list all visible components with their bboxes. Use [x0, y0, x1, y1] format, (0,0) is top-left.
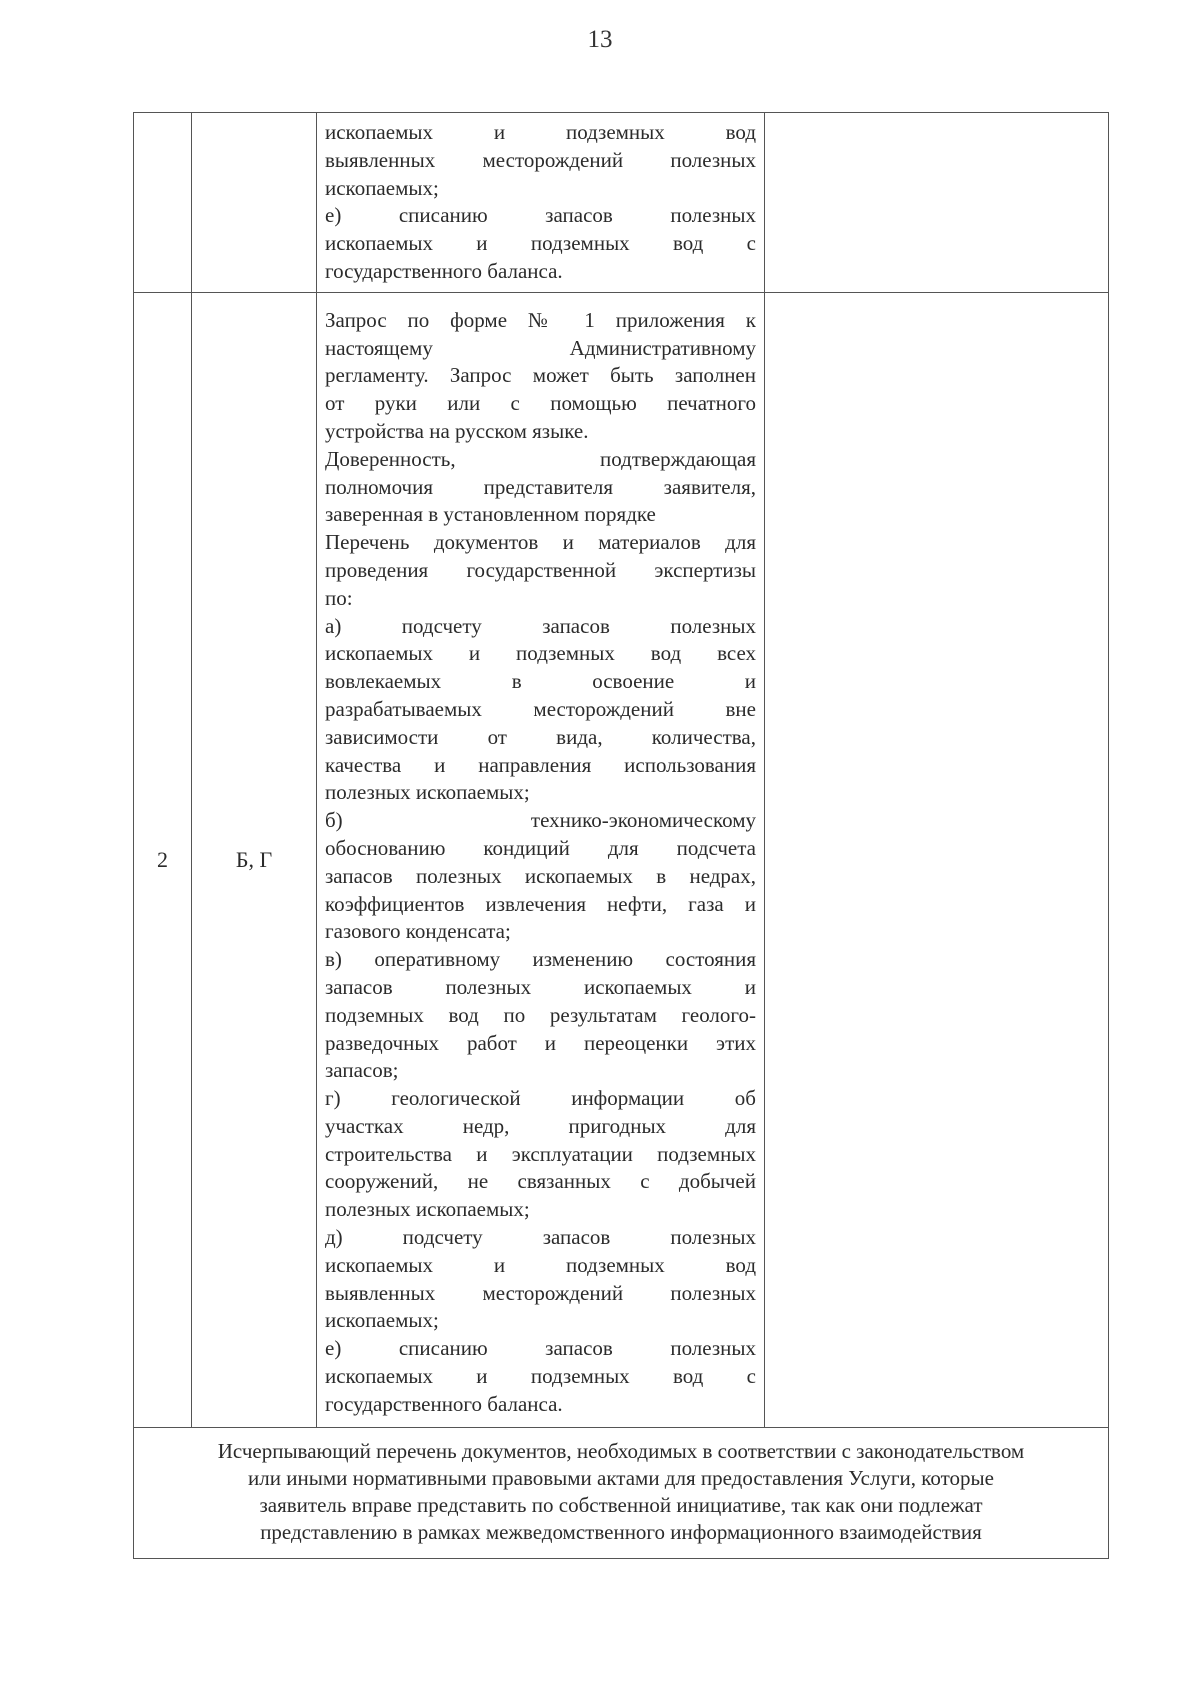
cell-row-number: 2	[134, 292, 192, 1427]
text-line: от руки или с помощью печатного	[325, 391, 756, 416]
text-line: б) технико-экономическому	[325, 808, 756, 833]
text-line: ископаемых и подземных вод всех	[325, 641, 756, 666]
text-line: вовлекаемых в освоение и	[325, 669, 756, 694]
text-line: запасов;	[325, 1058, 399, 1083]
text-line: устройства на русском языке.	[325, 418, 589, 443]
documents-text	[317, 293, 764, 1427]
table-row-continued	[134, 113, 1109, 293]
text-line: е) списанию запасов полезных	[325, 203, 756, 228]
text-line: строительства и эксплуатации подземных	[325, 1141, 756, 1166]
text-line: разведочных работ и переоценки этих	[325, 1030, 756, 1055]
text-line: Запрос по форме № 1 приложения к	[325, 307, 756, 332]
text-line: регламенту. Запрос может быть заполнен	[325, 363, 756, 388]
document-table	[133, 112, 1109, 1559]
text-line: коэффициентов извлечения нефти, газа и	[325, 891, 756, 916]
cell-documents-continued	[317, 113, 765, 293]
text-line: е) списанию запасов полезных	[325, 1336, 756, 1361]
continued-text	[317, 113, 764, 292]
text-line: ископаемых и подземных вод с	[325, 1364, 756, 1389]
text-line: настоящему Административному	[325, 335, 756, 360]
text-line: полезных ископаемых;	[325, 780, 530, 805]
table-row-footer	[134, 1427, 1109, 1558]
text-line: проведения государственной экспертизы	[325, 557, 756, 582]
text-line: по:	[325, 585, 353, 610]
text-line: г) геологической информации об	[325, 1086, 756, 1111]
text-line: зависимости от вида, количества,	[325, 724, 756, 749]
text-line: запасов полезных ископаемых в недрах,	[325, 863, 756, 888]
text-line: Доверенность, подтверждающая	[325, 446, 756, 471]
text-line: в) оперативному изменению состояния	[325, 947, 756, 972]
footer-line: заявитель вправе представить по собственной инициативе, так как они подлежат	[259, 1492, 983, 1517]
text-line: ископаемых и подземных вод с	[325, 231, 756, 256]
text-line: д) подсчету запасов полезных	[325, 1225, 756, 1250]
text-line: обоснованию кондиций для подсчета	[325, 835, 756, 860]
footer-line: или иными нормативными правовыми актами для предоставления Услуги, которые	[248, 1465, 994, 1490]
text-line: Перечень документов и материалов для	[325, 530, 756, 555]
text-line: газового конденсата;	[325, 919, 511, 944]
footer-heading	[134, 1427, 1109, 1558]
text-line: государственного баланса.	[325, 1391, 563, 1416]
text-line: участках недр, пригодных для	[325, 1113, 756, 1138]
page-number: 13	[587, 26, 613, 53]
table-row-2	[134, 292, 1109, 1427]
text-line: сооружений, не связанных с добычей	[325, 1169, 756, 1194]
cell-number-empty	[134, 113, 192, 293]
text-line: запасов полезных ископаемых и	[325, 974, 756, 999]
text-line: ископаемых;	[325, 1308, 439, 1333]
cell-category-empty	[192, 113, 317, 293]
text-line: государственного баланса.	[325, 258, 563, 283]
text-line: выявленных месторождений полезных	[325, 1280, 756, 1305]
text-line: полезных ископаемых;	[325, 1197, 530, 1222]
text-line: ископаемых;	[325, 175, 439, 200]
text-line: ископаемых и подземных вод	[325, 1252, 756, 1277]
text-line: подземных вод по результатам геолого-	[325, 1002, 756, 1027]
text-line: заверенная в установленном порядке	[325, 502, 656, 527]
cell-notes-empty	[765, 113, 1109, 293]
text-line: а) подсчету запасов полезных	[325, 613, 756, 638]
text-line: выявленных месторождений полезных	[325, 147, 756, 172]
cell-notes-empty	[765, 292, 1109, 1427]
footer-line: Исчерпывающий перечень документов, необходимых в соответствии с законодательством	[217, 1438, 1025, 1463]
text-line: разрабатываемых месторождений вне	[325, 696, 756, 721]
cell-categories: Б, Г	[192, 292, 317, 1427]
cell-documents	[317, 292, 765, 1427]
footer-line: представлению в рамках межведомственного информационного взаимодействия	[260, 1519, 982, 1544]
text-line: ископаемых и подземных вод	[325, 120, 756, 144]
text-line: полномочия представителя заявителя,	[325, 474, 756, 499]
text-line: качества и направления использования	[325, 752, 756, 777]
